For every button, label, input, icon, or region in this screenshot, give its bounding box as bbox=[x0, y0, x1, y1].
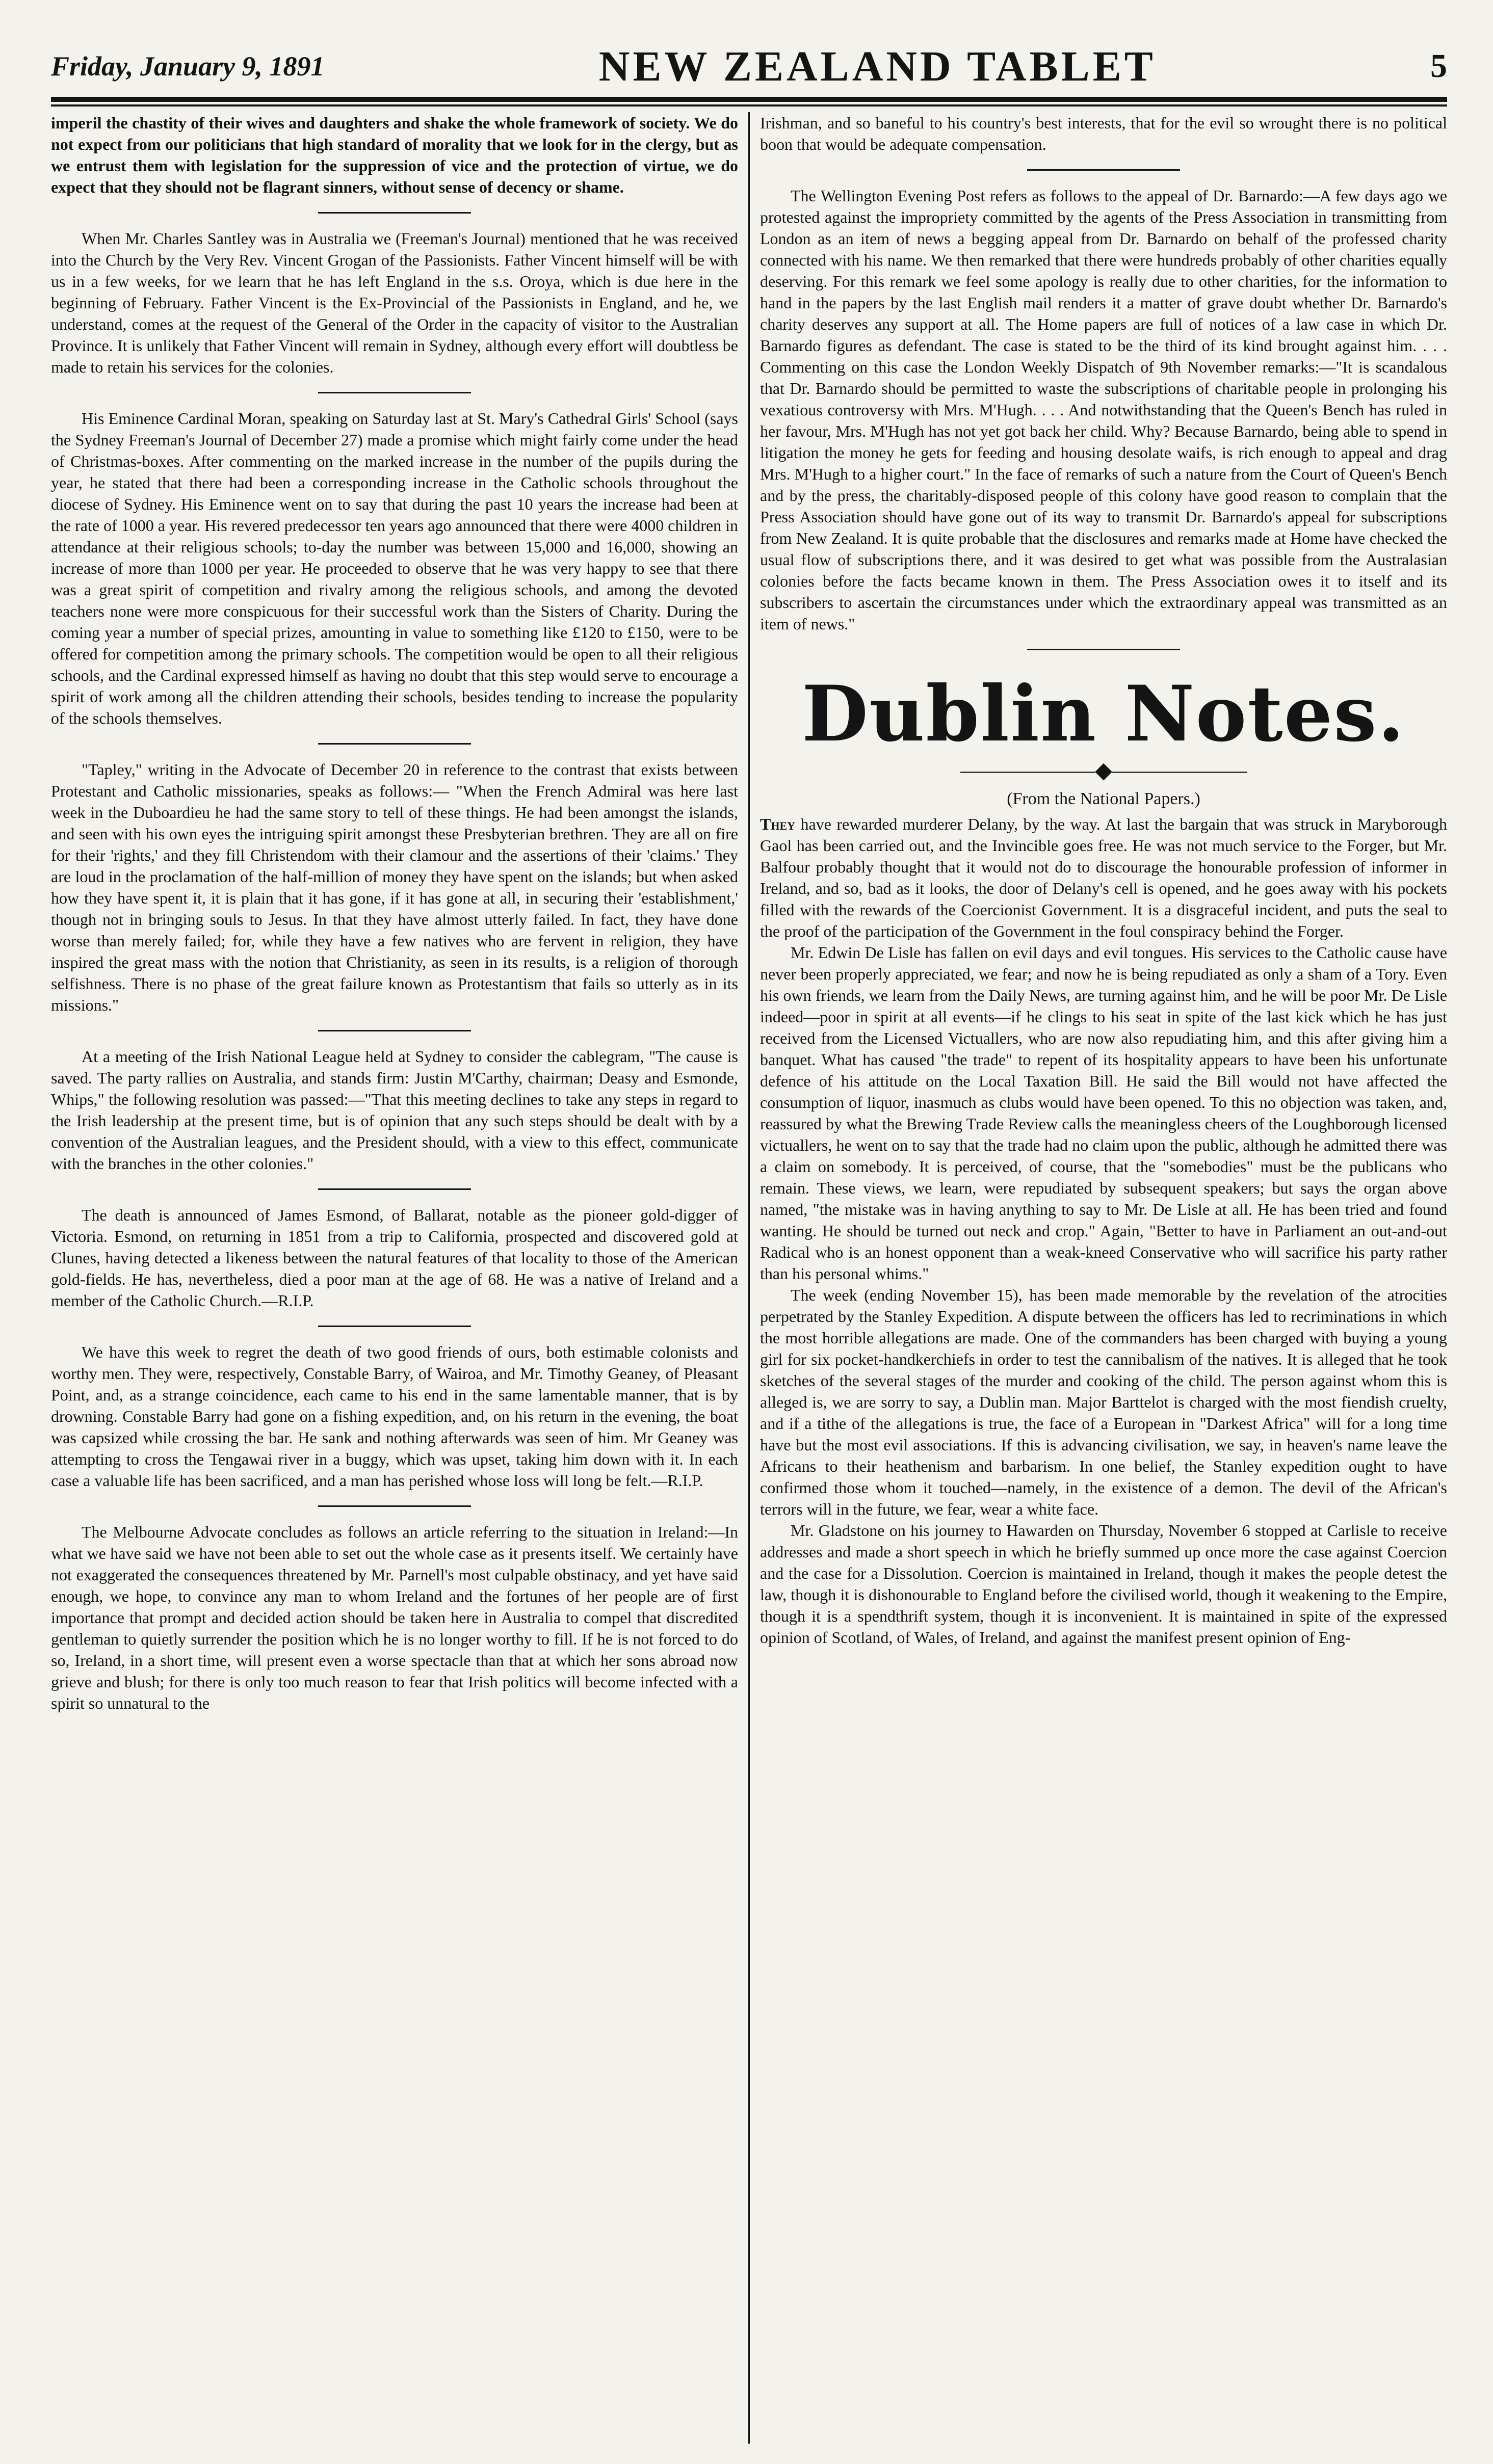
lead-paragraph-text: have rewarded murderer Delany, by the way. At last the bargain that was struck in Maryborough Gaol has been carried out, and the Invincible goes free. He was not much service to the Forger, but Mr. Balfour probably thought that it would not do to discourage the honourable profession of informer in Ireland, and so, bad as it looks, the door of Delany's cell is opened, and he goes away with his pockets filled with the rewards of the Coercionist Government. It is a disgraceful incident, and puts the seal to the proof of the participation of the Government in the foul conspiracy behind the Forger. bbox=[760, 815, 1447, 940]
separator bbox=[1027, 169, 1180, 171]
separator bbox=[318, 1505, 471, 1507]
article-paragraph: imperil the chastity of their wives and daughters and shake the whole framework of society. We do not expect from our politicians that high standard of morality that we look for in the clergy, but as we entrust them with legislation for the suppression of vice and the protection of virtue, we do expect that they should not be flagrant sinners, without sense of decency or shame. bbox=[51, 114, 738, 196]
article-paragraph: His Eminence Cardinal Moran, speaking on Saturday last at St. Mary's Cathedral Girls' School (says the Sydney Freeman's Journal of December 27) made a promise which might fairly come under the head of Christmas-boxes. After commenting on the marked increase in the number of the pupils during the year, he stated that there had been a corresponding increase in the Catholic schools throughout the diocese of Sydney. His Eminence went on to say that during the past 10 years the increase had been at the rate of 1000 a year. His revered predecessor ten years ago announced that there were 4000 children in attendance at their religious schools; to-day the number was between 15,000 and 16,000, showing an increase of more than 1000 per year. He proceeded to observe that he was very happy to see that there was a great spirit of competition and rivalry among the religious schools, and among the devoted teachers none were more conspicuous for their successful work than the Sisters of Charity. During the coming year a number of special prizes, amounting in value to something like £120 to £150, were to be offered for competition among the primary schools. The competition would be open to all their religious schools, and the Cardinal expressed himself as having no doubt that this step would serve to encourage a spirit of work among all the children attending their schools, besides tending to increase the popularity of the schools themselves. bbox=[51, 409, 738, 727]
separator bbox=[1027, 649, 1180, 650]
separator bbox=[318, 1188, 471, 1190]
article-paragraph: At a meeting of the Irish National League held at Sydney to consider the cablegram, "The cause is saved. The party rallies on Australia, and stands firm: Justin M'Carthy, chairman; Deasy and Esmonde, Whips," the following resolution was passed:—"That this meeting declines to take any steps in regard to the Irish leadership at the present time, but is of opinion that any such steps should be dealt with by a convention of the Australian leagues, and the President should, with a view to this effect, communicate with the branches in the other colonies." bbox=[51, 1047, 738, 1173]
article-paragraph: The death is announced of James Esmond, of Ballarat, notable as the pioneer gold-digger of Victoria. Esmond, on returning in 1851 from a trip to California, prospected and discovered gold at Clunes, having detected a likeness between the natural features of that locality to those of the American gold-fields. He has, nevertheless, died a poor man at the age of 68. He was a native of Ireland and a member of the Catholic Church.—R.I.P. bbox=[51, 1206, 738, 1310]
article-paragraph: The Wellington Evening Post refers as follows to the appeal of Dr. Barnardo:—A few days ago we protested against the impropriety committed by the agents of the Press Association in transmitting from London as an item of news a begging appeal from Dr. Barnardo on behalf of the professed charity connected with his name. We then remarked that there were hundreds probably of other charities equally deserving. For this remark we feel some apology is really due to other charities, for the information to hand in the papers by the last English mail renders it a matter of grave doubt whether Dr. Barnardo's charity deserves any support at all. The Home papers are full of notices of a law case in which Dr. Barnardo figures as defendant. The case is stated to be the third of its kind brought against him. . . . Commenting on this case the London Weekly Dispatch of 9th November remarks:—"It is scandalous that Dr. Barnardo should be permitted to waste the subscriptions of charitable people in prolonging his vexatious controversy with Mrs. M'Hugh. . . . And notwithstanding that the Queen's Bench has ruled in her favour, Mrs. M'Hugh has not yet got back her child. Why? Because Barnardo, being able to spend in litigation the money he gets for feeding and housing desolate waifs, is rich enough to appeal and drag Mrs. M'Hugh to a higher court." In the face of remarks of such a nature from the Court of Queen's Bench and by the press, the charitably-disposed people of this colony have good reason to complain that the Press Association should have gone out of its way to transmit Dr. Barnardo's appeal for subscriptions from New Zealand. It is quite probable that the disclosures and remarks made at Home have checked the usual flow of subscriptions there, and it was desired to get what was possible from the Australasian colonies before the facts became known in them. The Press Association owes it to itself and its subscribers to ascertain the circumstances under which the extraordinary appeal was transmitted as an item of news." bbox=[760, 187, 1447, 633]
article-paragraph: The Melbourne Advocate concludes as follows an article referring to the situation in Ireland:—In what we have said we have not been able to set out the whole case as it presents itself. We certainly have not exaggerated the consequences threatened by Mr. Parnell's most culpable obstinacy, and yet have said enough, we hope, to convince any man to whom Ireland and the fortunes of her people are of first importance that prompt and decided action should be taken here in Australia to compel that discredited gentleman to quietly surrender the position which he is no longer worthy to fill. If he is not forced to do so, Ireland, in a short time, will present even a worse spectacle than that at which her sons abroad now grieve and blush; for there is only too much reason to fear that Irish politics will become infected with a spirit so unnatural to the bbox=[51, 1523, 738, 1712]
separator bbox=[318, 392, 471, 393]
newspaper-title: NEW ZEALAND TABLET bbox=[598, 42, 1156, 90]
left-column bbox=[51, 112, 750, 2444]
separator bbox=[318, 212, 471, 214]
columns bbox=[51, 112, 1447, 2444]
masthead-rule bbox=[51, 104, 1447, 107]
right-column bbox=[750, 112, 1447, 2444]
ornament-rule: ——————◆—————— bbox=[960, 758, 1247, 783]
article-paragraph: The week (ending November 15), has been made memorable by the revelation of the atrocities perpetrated by the Stanley Expedition. A dispute between the officers has led to recriminations in which the most horrible allegations are made. One of the commanders has been charged with buying a young girl for six pocket-handkerchiefs in order to test the cannibalism of the natives. It is alleged that he took sketches of the several stages of the murder and cooking of the child. The person against whom this is alleged is, we are sorry to say, a Dublin man. Major Barttelot is charged with the most fiendish cruelty, and if a tithe of the allegations is true, the face of a European in "Darkest Africa" will for a long time have but the most evil associations. If this is advancing civilisation, we say, in heaven's name leave the Africans to their heathenism and barbarism. In one belief, the Stanley expedition ought to have confirmed those whom it touched—namely, in the existence of a demon. The devil of the African's terrors will in the future, we fear, wear a white face. bbox=[760, 1286, 1447, 1518]
masthead bbox=[51, 36, 1447, 102]
article-paragraph: Irishman, and so baneful to his country's best interests, that for the evil so wrought there is no political boon that would be adequate compensation. bbox=[760, 114, 1447, 153]
separator bbox=[318, 1030, 471, 1031]
section-source: (From the National Papers.) bbox=[1007, 789, 1200, 808]
page-number: 5 bbox=[1430, 47, 1447, 85]
article-paragraph: Mr. Gladstone on his journey to Hawarden on Thursday, November 6 stopped at Carlisle to receive addresses and made a short speech in which he briefly summed up once more the case against Coercion and the case for a Dissolution. Coercion is maintained in Ireland, though it makes the people detest the law, though it is dishonourable to England before the civilised world, though it weakening to the Empire, though it is a spendthrift system, though it is inconvenient. It is maintained in spite of the expressed opinion of Scotland, of Wales, of Ireland, and against the manifest present opinion of Eng- bbox=[760, 1521, 1447, 1647]
article-paragraph: "Tapley," writing in the Advocate of December 20 in reference to the contrast that exists between Protestant and Catholic missionaries, speaks as follows:— "When the French Admiral was here last week in the Duboardieu he had the same story to tell of these things. He had been amongst the islands, and seen with his own eyes the intriguing spirit amongst these Presbyterian brethren. They are all on fire for their 'rights,' and they fill Christendom with their clamour and the assertions of their 'claims.' They are loud in the proclamation of the half-million of money they have spent on the islands; but when asked how they have spent it, it is plain that it has gone, if it has gone at all, in securing their 'establishment,' though not in bringing souls to Jesus. In that they have almost utterly failed. In fact, they have done worse than merely failed; for, while they have a few natives who are fervent in religion, they have inspired the great mass with the notion that Christianity, as seen in its results, is a religion of thorough selfishness. There is no phase of the great failure known as Protestantism that fails so utterly as in its missions." bbox=[51, 760, 738, 1014]
separator bbox=[318, 1326, 471, 1327]
issue-date: Friday, January 9, 1891 bbox=[51, 51, 325, 82]
separator bbox=[318, 743, 471, 745]
article-paragraph bbox=[760, 813, 1447, 942]
article-paragraph: We have this week to regret the death of two good friends of ours, both estimable colonists and worthy men. They were, respectively, Constable Barry, of Wairoa, and Mr. Timothy Geaney, of Pleasant Point, and, as a strange coincidence, each came to his end in the same lamentable manner, that is by drowning. Constable Barry had gone on a fishing expedition, and, on his return in the evening, the boat was capsized while crossing the bar. He sank and nothing afterwards was seen of him. Mr Geaney was attempting to cross the Tengawai river in a buggy, which was upset, taking him down with it. In each case a valuable life has been sacrificed, and a man has perished whose loss will long be felt.—R.I.P. bbox=[51, 1343, 738, 1490]
article-paragraph: When Mr. Charles Santley was in Australia we (Freeman's Journal) mentioned that he was received into the Church by the Very Rev. Vincent Grogan of the Passionists. Father Vincent himself will be with us in a few weeks, for we learn that he has left England in the s.s. Oroya, which is due here in the beginning of February. Father Vincent is the Ex-Provincial of the Passionists in England, and he, we understand, comes at the request of the General of the Order in the capacity of visitor to the Australian Province. It is unlikely that Father Vincent will remain in Sydney, although every effort will doubtless be made to retain his services for the colonies. bbox=[51, 229, 738, 376]
section-heading: Dublin Notes. bbox=[802, 669, 1405, 759]
lead-word: They bbox=[760, 815, 796, 833]
article-paragraph: Mr. Edwin De Lisle has fallen on evil days and evil tongues. His services to the Catholic cause have never been properly appreciated, we fear; and now he is being repudiated as only a sham of a Tory. Even his own friends, we learn from the Daily News, are turning against him, and he will be poor Mr. De Lisle indeed—poor in spirit at all events—if he clings to his seat in spite of the last kick which he has just received from the Licensed Victuallers, who are now also repudiating him, and this after giving him a banquet. What has caused "the trade" to repent of its hospitality appears to have been his unfortunate defence of his attitude on the Local Taxation Bill. He said the Bill would not have affected the consumption of liquor, inasmuch as clubs would have been opened. To this no objection was taken, and, reassured by what the Brewing Trade Review calls the meaningless cheers of the Loughborough licensed victuallers, he went on to say that the trade had no claim upon the public, although he admitted there was a claim on somebody. It is perceived, of course, that the "somebodies" must be the publicans who remain. These views, we learn, were repudiated by subsequent speakers; but says the organ above named, "the mistake was in having anything to say to Mr. De Lisle at all. He has been tried and found wanting. He should be turned out neck and crop." Again, "Better to have in Parliament an out-and-out Radical who is an honest opponent than a weak-kneed Conservative who will sacrifice his party rather than his personal whims." bbox=[760, 943, 1447, 1283]
